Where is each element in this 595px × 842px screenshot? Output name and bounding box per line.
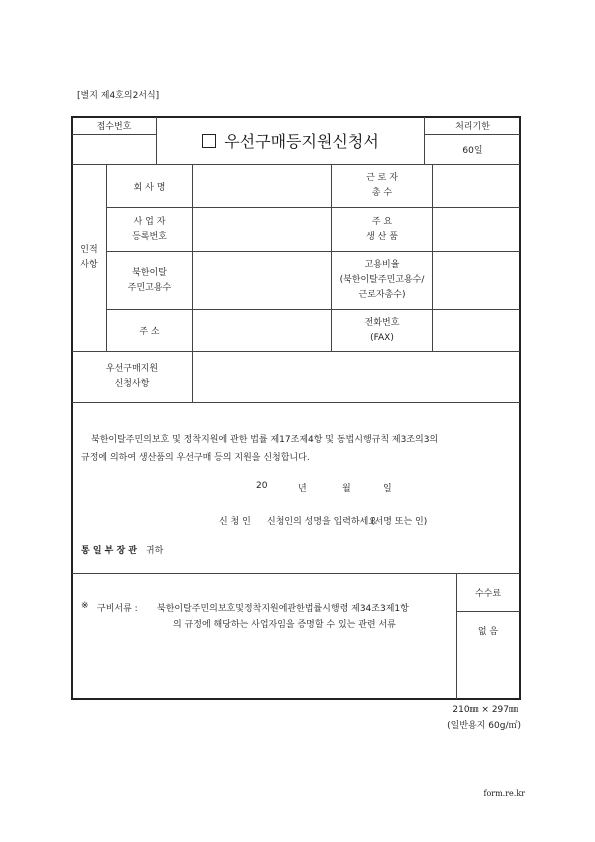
total-workers-field[interactable] <box>433 165 519 207</box>
paper-type: (일반용지 60g/㎡) <box>447 721 521 731</box>
address-label: 주 소 <box>139 327 160 337</box>
phone-field[interactable] <box>433 310 519 351</box>
row-line-6 <box>72 573 520 574</box>
outer-border-bottom <box>71 698 520 700</box>
main-products-label <box>332 208 432 251</box>
defector-emp-line1: 북한이탈 <box>132 267 167 278</box>
main-products-line1: 주 요 <box>371 216 393 227</box>
deadline-value: 60일 <box>462 146 483 156</box>
biz-reg-line2: 등록번호 <box>132 231 167 242</box>
outer-border-right <box>519 116 521 700</box>
docs-line2: 의 규정에 해당하는 사업자임을 증명할 수 있는 관련 서류 <box>173 620 396 630</box>
address-field[interactable] <box>193 310 331 351</box>
fee-value: 없 음 <box>477 626 499 637</box>
phone-line1: 전화번호 <box>364 317 400 328</box>
paper-size: 210㎜ × 297㎜ <box>452 705 518 715</box>
defector-emp-line2: 주민고용수 <box>127 282 172 293</box>
defector-employees-field[interactable] <box>193 252 331 309</box>
statement-line2: 규정에 의하여 생산품의 우선구매 등의 지원을 신청합니다. <box>81 453 310 463</box>
statement-line1: 북한이탈주민의보호 및 정착지원에 관한 법률 제17조제4항 및 동법시행규칙 제3조의3의 <box>91 435 439 445</box>
main-products-line2: 생 산 품 <box>366 231 398 242</box>
applicant-label: 신 청 인 <box>219 517 251 527</box>
row-line-5 <box>72 402 520 403</box>
company-name-label: 회 사 명 <box>133 182 166 193</box>
source-mark: form.re.kr <box>483 789 525 798</box>
form-number: [별지 제4호의2서식] <box>77 91 160 101</box>
docs-note-mark: ※ <box>81 601 89 611</box>
support-request-line2: 신청사항 <box>114 379 150 389</box>
section-label-line2: 사항 <box>80 260 98 270</box>
docs-label: 구비서류 : <box>97 604 138 614</box>
total-workers-label <box>332 165 432 207</box>
docs-line1: 북한이탈주민의보호및정착지원에관한법률시행령 제34조3제1항 <box>157 604 409 614</box>
phone-line2: (FAX) <box>370 332 394 343</box>
section-label-line1: 인적 <box>80 245 98 255</box>
support-request-field[interactable] <box>193 352 519 402</box>
support-request-line1: 우선구매지원 <box>105 364 159 374</box>
receipt-number-label: 접수번호 <box>96 122 132 132</box>
support-request-label <box>72 352 192 402</box>
total-workers-line1: 근 로 자 <box>366 173 398 183</box>
defector-employees-label <box>107 252 192 309</box>
biz-reg-number-label <box>107 208 192 251</box>
title-text: 우선구매등지원신청서 <box>224 132 379 151</box>
employment-ratio-label <box>332 252 432 309</box>
applicant-name-input[interactable]: 신청인의 성명을 입력하세요 <box>267 517 378 527</box>
recipient-name: 통 일 부 장 관 <box>81 546 138 556</box>
personal-info-section-label <box>72 165 106 351</box>
company-name-field[interactable] <box>193 165 331 207</box>
date-year-unit: 년 <box>298 484 307 494</box>
deadline-label: 처리기한 <box>455 122 490 132</box>
fee-label: 수수료 <box>474 589 502 599</box>
checkbox-icon <box>202 134 216 148</box>
form-title <box>157 117 424 164</box>
emp-ratio-line2: (북한이탈주민고용수/ <box>339 275 425 285</box>
recipient <box>81 543 163 556</box>
biz-reg-line1: 사 업 자 <box>133 216 166 227</box>
biz-reg-number-field[interactable] <box>193 208 331 251</box>
emp-ratio-line3: 근로자총수) <box>358 290 406 300</box>
date-month-unit: 월 <box>342 484 351 494</box>
date-year-prefix: 20 <box>256 481 268 491</box>
recipient-suffix: 귀하 <box>145 546 164 556</box>
emp-ratio-line1: 고용비율 <box>364 260 400 270</box>
main-products-field[interactable] <box>433 208 519 251</box>
signature-label: (서명 또는 인) <box>371 517 428 527</box>
date-day-unit: 일 <box>383 484 392 494</box>
phone-label <box>332 310 432 351</box>
receipt-number-field[interactable] <box>72 135 156 164</box>
employment-ratio-field[interactable] <box>433 252 519 309</box>
total-workers-line2: 총 수 <box>371 188 393 198</box>
